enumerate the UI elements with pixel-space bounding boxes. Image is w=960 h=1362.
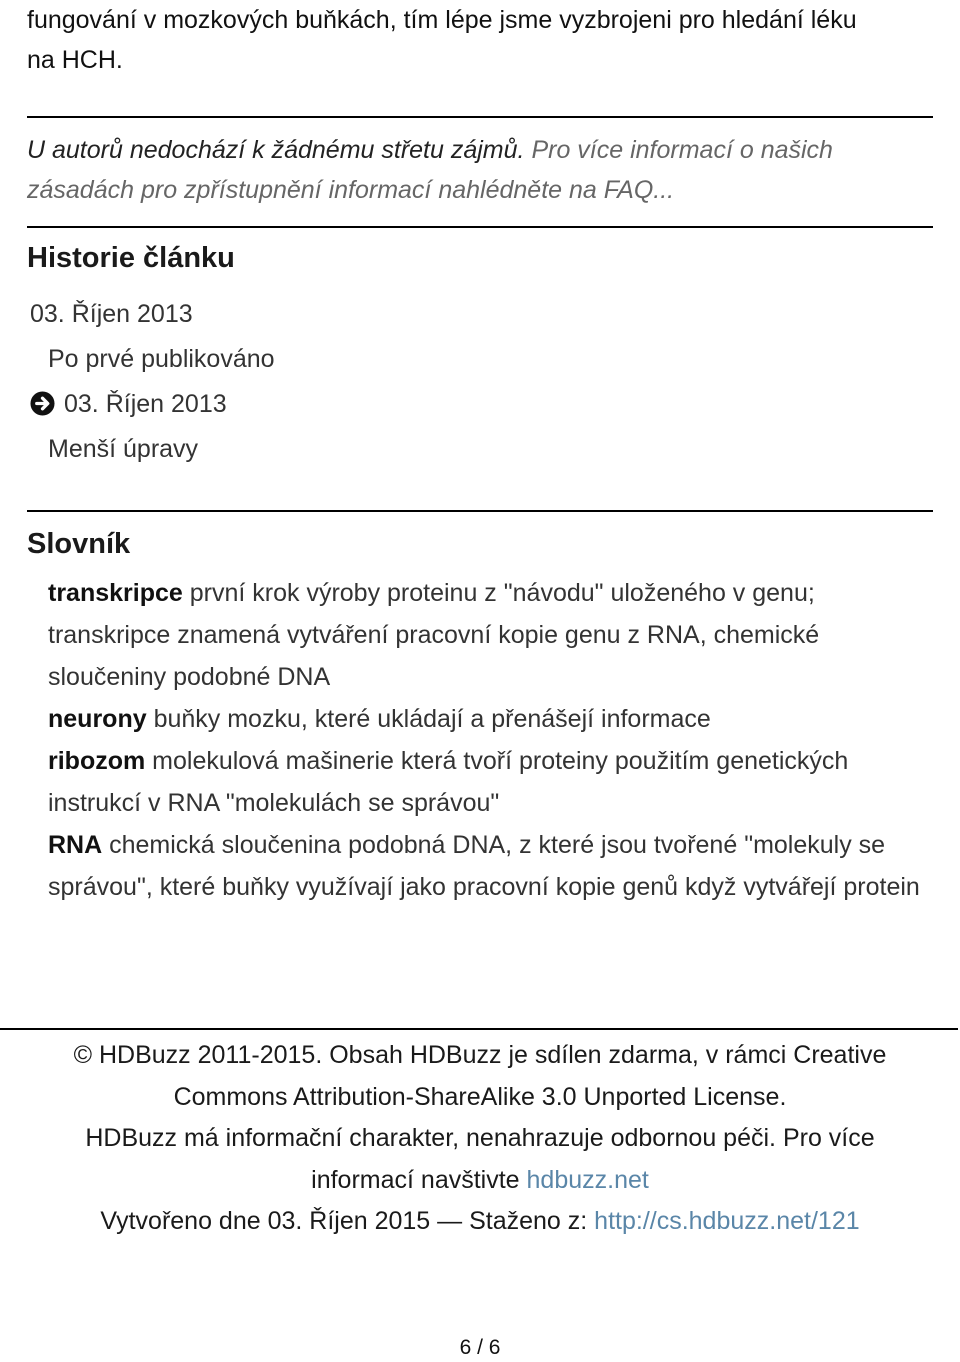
glossary-term: RNA [48,831,103,859]
history-date-1: 03. Říjen 2013 [30,300,193,328]
history-title: Historie článku [27,242,235,274]
hdbuzz-link[interactable]: hdbuzz.net [526,1165,649,1194]
footer-divider [0,1028,958,1030]
intro-line-2: na HCH. [27,46,123,74]
glossary-title: Slovník [27,528,131,560]
glossary-definition: buňky mozku, které ukládají a přenášejí informace [146,705,711,733]
glossary-entry [48,824,928,908]
disclaimer-main: U autorů nedochází k žádnému střetu zájmů. [27,136,525,164]
conflict-of-interest-note [27,130,833,210]
glossary-entry [48,572,928,698]
glossary-definition: molekulová mašinerie která tvoří proteiny použitím genetických instrukcí v RNA "molekulách se správou" [48,747,849,817]
page-number: 6 / 6 [459,1336,501,1359]
disclaimer-more: Pro více informací o našich [524,136,833,164]
footer-info [0,1118,960,1201]
history-label-1: Po prvé publikováno [48,345,275,373]
history-label-2: Menší úpravy [48,435,199,463]
glossary-definition: chemická sloučenina podobná DNA, z které jsou tvořené "molekuly se správou", které buňky využívají jako pracovní kopie genů když vytvářejí protein [48,831,920,901]
intro-text [27,0,857,80]
footer-info-text: HDBuzz má informační charakter, nenahrazuje odbornou péči. Pro více informací navštivte [85,1124,875,1194]
glossary-term: transkripce [48,579,183,607]
circle-arrow-right-icon [30,391,55,416]
glossary-definition: první krok výroby proteinu z "návodu" uloženého v genu; transkripce znamená vytváření pracovní kopie genu z RNA, chemické sloučeniny podobné DNA [48,579,820,691]
divider [27,510,933,512]
footer-created [0,1201,960,1243]
history-date-2: 03. Říjen 2013 [64,390,227,418]
glossary-entry [48,740,928,824]
glossary-entry [48,698,928,740]
footer-copyright: © HDBuzz 2011-2015. Obsah HDBuzz je sdílen zdarma, v rámci Creative Commons Attribution-ShareAlike 3.0 Unported License. [73,1041,887,1111]
intro-line-1: fungování v mozkových buňkách, tím lépe jsme vyzbrojeni pro hledání léku [27,6,857,34]
disclaimer-line-2: zásadách pro zpřístupnění informací nahlédněte na FAQ... [27,176,675,204]
footer-created-text: Vytvořeno dne 03. Říjen 2015 — Staženo z: [100,1207,595,1235]
source-link[interactable]: http://cs.hdbuzz.net/121 [594,1207,860,1235]
divider [27,116,933,118]
divider [27,226,933,228]
glossary-term: ribozom [48,747,146,775]
glossary-term: neurony [48,705,147,733]
glossary-list [48,572,928,908]
footer [0,1035,960,1243]
